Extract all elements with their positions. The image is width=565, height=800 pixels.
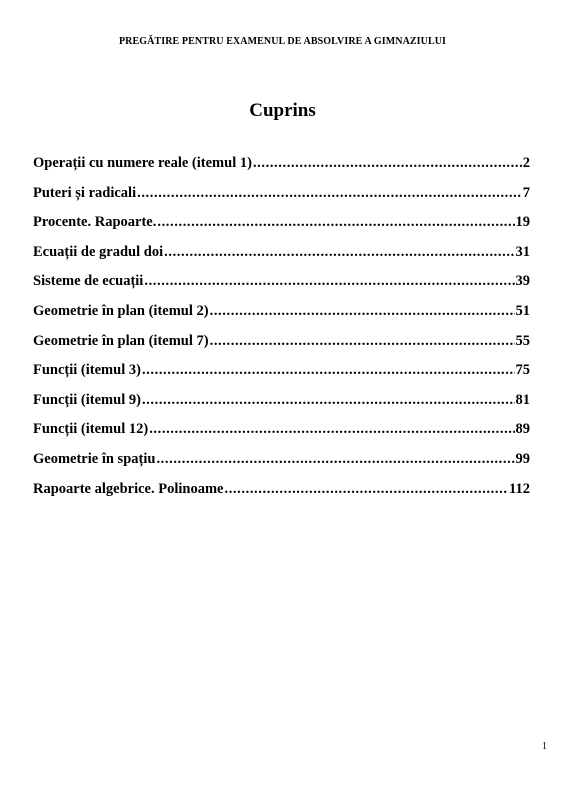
toc-entry-page: 2 [522,155,530,171]
dot-leader [142,392,515,409]
toc-entry [33,362,530,392]
dot-leader [224,481,508,498]
toc-entry-page: 7 [522,184,530,201]
toc-entry-page: 51 [515,302,530,319]
dot-leader [157,214,514,231]
toc-entry-page: 31 [515,243,530,260]
toc-entry-label: Geometrie în plan (itemul 2) [33,302,209,319]
toc-entry [33,303,530,333]
toc-entry-label: Procente. Rapoarte. [33,214,157,231]
dot-leader [253,155,522,172]
toc-entry-label: Sisteme de ecuații [33,273,144,290]
toc-entry [33,244,530,274]
toc-entry [33,155,530,185]
toc-entry-page: 81 [515,391,530,408]
toc-entry-label: Geometrie în plan (itemul 7) [33,332,209,349]
toc-entry-page: 112 [509,480,530,497]
table-of-contents [33,155,530,510]
dot-leader [164,244,514,261]
toc-entry [33,421,530,451]
toc-entry-label: Funcții (itemul 12) [33,421,149,438]
dot-leader [149,421,514,438]
toc-entry-page: 19 [515,214,530,231]
toc-entry [33,273,530,303]
toc-entry-label: Operații cu numere reale (itemul 1) [33,155,252,171]
dot-leader [210,333,515,350]
toc-entry-page: 99 [515,450,530,467]
toc-entry-label: Funcții (itemul 9) [33,391,141,408]
toc-entry [33,451,530,481]
dot-leader [156,451,514,468]
toc-entry [33,392,530,422]
page-number: 1 [542,741,547,752]
dot-leader [144,273,514,290]
toc-entry-label: Rapoarte algebrice. Polinoame [33,480,224,497]
dot-leader [137,185,522,202]
toc-entry [33,481,530,511]
toc-entry [33,185,530,215]
dot-leader [142,362,515,379]
toc-entry-label: Ecuații de gradul doi [33,243,164,260]
dot-leader [210,303,515,320]
toc-entry-page: 89 [515,421,530,438]
running-header: PREGĂTIRE PENTRU EXAMENUL DE ABSOLVIRE A GIMNAZIULUI [118,36,447,47]
toc-entry [33,333,530,363]
toc-entry-label: Geometrie în spațiu [33,450,156,467]
page-title: Cuprins [249,100,316,121]
toc-entry [33,214,530,244]
toc-entry-label: Puteri și radicali [33,184,137,201]
toc-entry-page: 55 [515,332,530,349]
toc-entry-label: Funcții (itemul 3) [33,362,141,379]
toc-entry-page: 75 [515,362,530,379]
toc-entry-page: 39 [515,273,530,290]
